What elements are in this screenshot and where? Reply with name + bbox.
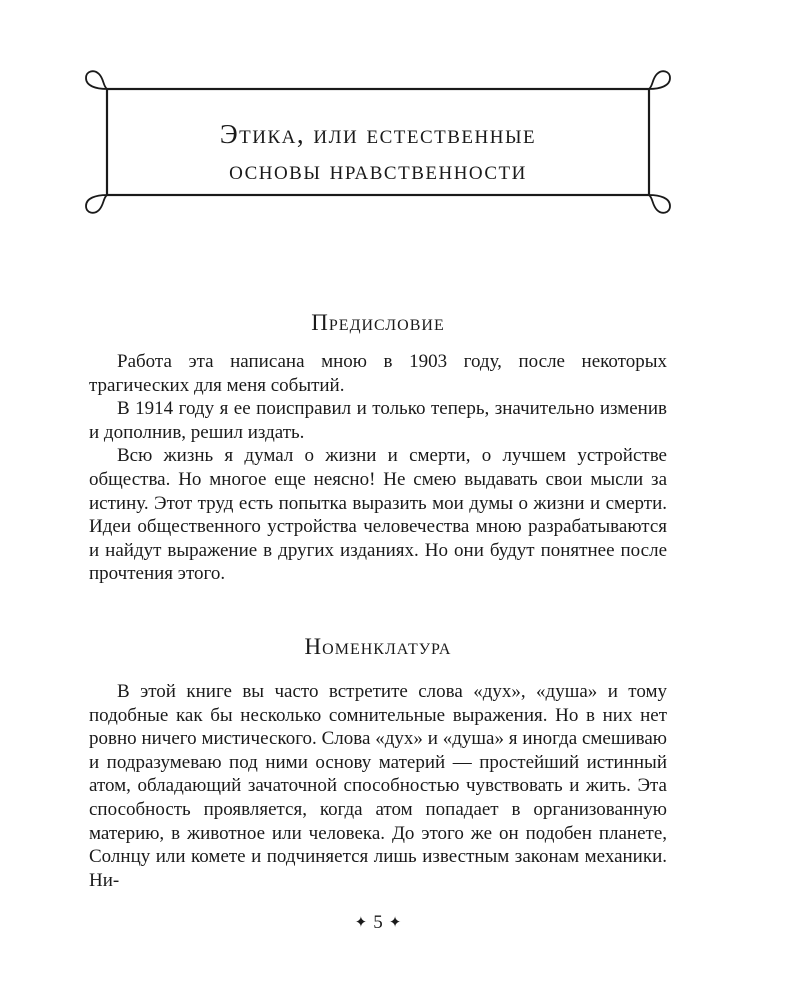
star-ornament-icon: ✦ [388, 915, 402, 931]
nomenclature-body [89, 680, 667, 892]
nomenclature-paragraph-1: В этой книге вы часто встретите слова «дух», «душа» и тому подобные как бы несколько сомнительные выражения. Но в них нет ровно ничего мистического. Слова «дух» и «душа» я иногда смешиваю и подразумеваю под ними основу материй — простейший истинный атом, обладающий зачаточной способностью чувствовать и жить. Эта способность проявляется, когда атом попадает в организованную материю, в животное или человека. До этого же он подобен планете, Солнцу или комете и подчиняется лишь известным законам механики. Ни- [89, 681, 667, 891]
preface-body [89, 350, 667, 586]
chapter-title-line-2: основы нравственности [229, 155, 527, 185]
page-number: 5 [373, 912, 383, 933]
chapter-title-line-1: Этика, или естественные [219, 119, 537, 149]
preface-heading: Предисловие [311, 310, 445, 335]
title-frame [80, 68, 676, 218]
preface-paragraph-1: Работа эта написана мною в 1903 году, после некоторых трагических для меня событий. [89, 351, 667, 396]
nomenclature-heading: Номенклатура [304, 634, 452, 659]
chapter-title [120, 116, 636, 188]
page-number-footer [0, 912, 756, 934]
preface-paragraph-3: Всю жизнь я думал о жизни и смерти, о лучшем устройстве общества. Но многое еще неясно! Не смею выдавать свои мысли за истину. Этот труд есть попытка выразить мои думы о жизни и смерти. Идеи общественного устройства человечества мною разрабатываются и найдут выражение в других изданиях. Но они будут понятнее после прочтения этого. [89, 445, 667, 585]
preface-paragraph-2: В 1914 году я ее поисправил и только теперь, значительно изменив и дополнив, решил издать. [89, 398, 667, 443]
star-ornament-icon: ✦ [354, 915, 368, 931]
